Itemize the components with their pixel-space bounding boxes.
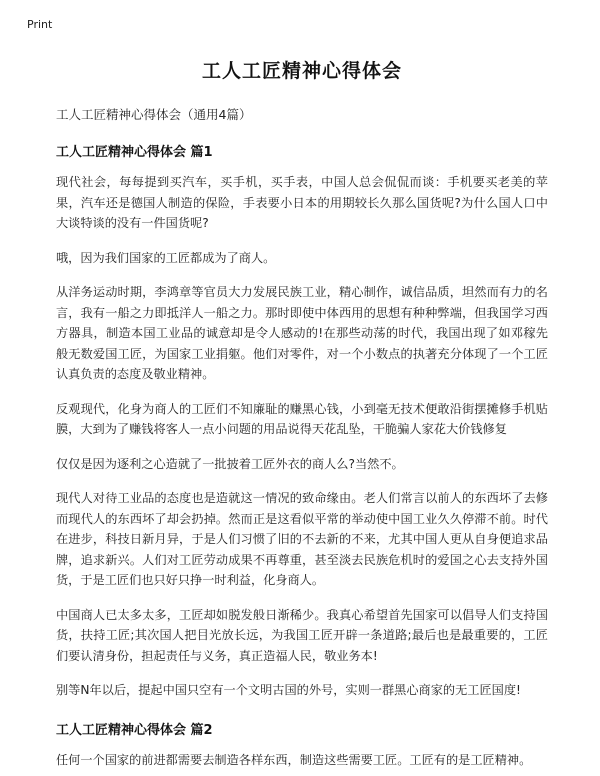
section-1	[56, 141, 548, 701]
paragraph: 别等N年以后，提起中国只空有一个文明古国的外号，实则一群黑心商家的无工匠国度!	[56, 683, 521, 697]
section-heading: 工人工匠精神心得体会 篇2	[56, 722, 213, 738]
print-link[interactable]: Print	[27, 18, 53, 31]
section-heading: 工人工匠精神心得体会 篇1	[56, 145, 213, 160]
section-2	[56, 719, 548, 771]
page-subtitle: 工人工匠精神心得体会（通用4篇）	[56, 107, 252, 122]
paragraph: 哦，因为我们国家的工匠都成为了商人。	[56, 250, 276, 265]
page-title: 工人工匠精神心得体会	[201, 60, 402, 82]
paragraph: 中国商人已太多太多，工匠却如脱发般日渐稀少。我真心希望首先国家可以倡导人们支持国货，扶持工匠;其次国人把目光放长远，为我国工匠开辟一条道路;最后也是最重要的，工匠们要认清身份，担起责任与义务，真正造福人民，敬业务本!	[56, 607, 548, 663]
paragraph: 从洋务运动时期，李鸿章等官员大力发展民族工业，精心制作，诚信品质，坦然而有力的名言，我有一船之力即抵洋人一船之力。那时即使中体西用的思想有种种弊端，但我国学习西方器具，制造本国工业品的诚意却是令人感动的!在那些动荡的时代，我国出现了如邓稼先般无数爱国工匠，为国家工业捐躯。他们对零件，对一个小数点的执著充分体现了一个工匠认真负责的态度及敬业精神。	[56, 285, 548, 381]
paragraph: 反观现代，化身为商人的工匠们不知廉耻的赚黑心钱，小到毫无技术便敢沿街摆摊修手机贴膜，大到为了赚钱将客人一点小问题的用品说得天花乱坠，干脆骗人家花大价钱修复	[56, 401, 548, 436]
paragraph: 现代社会，每每提到买汽车，买手机，买手表，中国人总会侃侃而谈：手机要买老美的苹果，汽车还是德国人制造的保险，手表要小日本的用期较长久那么国货呢?为什么国人口中大谈特谈的没有一件国货呢?	[56, 175, 548, 230]
paragraph: 仅仅是因为逐利之心造就了一批披着工匠外衣的商人么?当然不。	[56, 456, 404, 471]
paragraph: 任何一个国家的前进都需要去制造各样东西，制造这些需要工匠。工匠有的是工匠精神。	[56, 752, 532, 767]
paragraph: 现代人对待工业品的态度也是造就这一情况的致命缘由。老人们常言以前人的东西坏了去修而现代人的东西坏了却会扔掉。然而正是这看似平常的举动使中国工业久久停滞不前。时代在进步，科技日新月异，于是人们习惯了旧的不去新的不来，尤其中国人更从自身便追求品牌，追求新兴。人们对工匠劳动成果不再尊重，甚至淡去民族危机时的爱国之心去支持外国货，于是工匠们也只好只挣一时利益，化身商人。	[56, 491, 548, 587]
